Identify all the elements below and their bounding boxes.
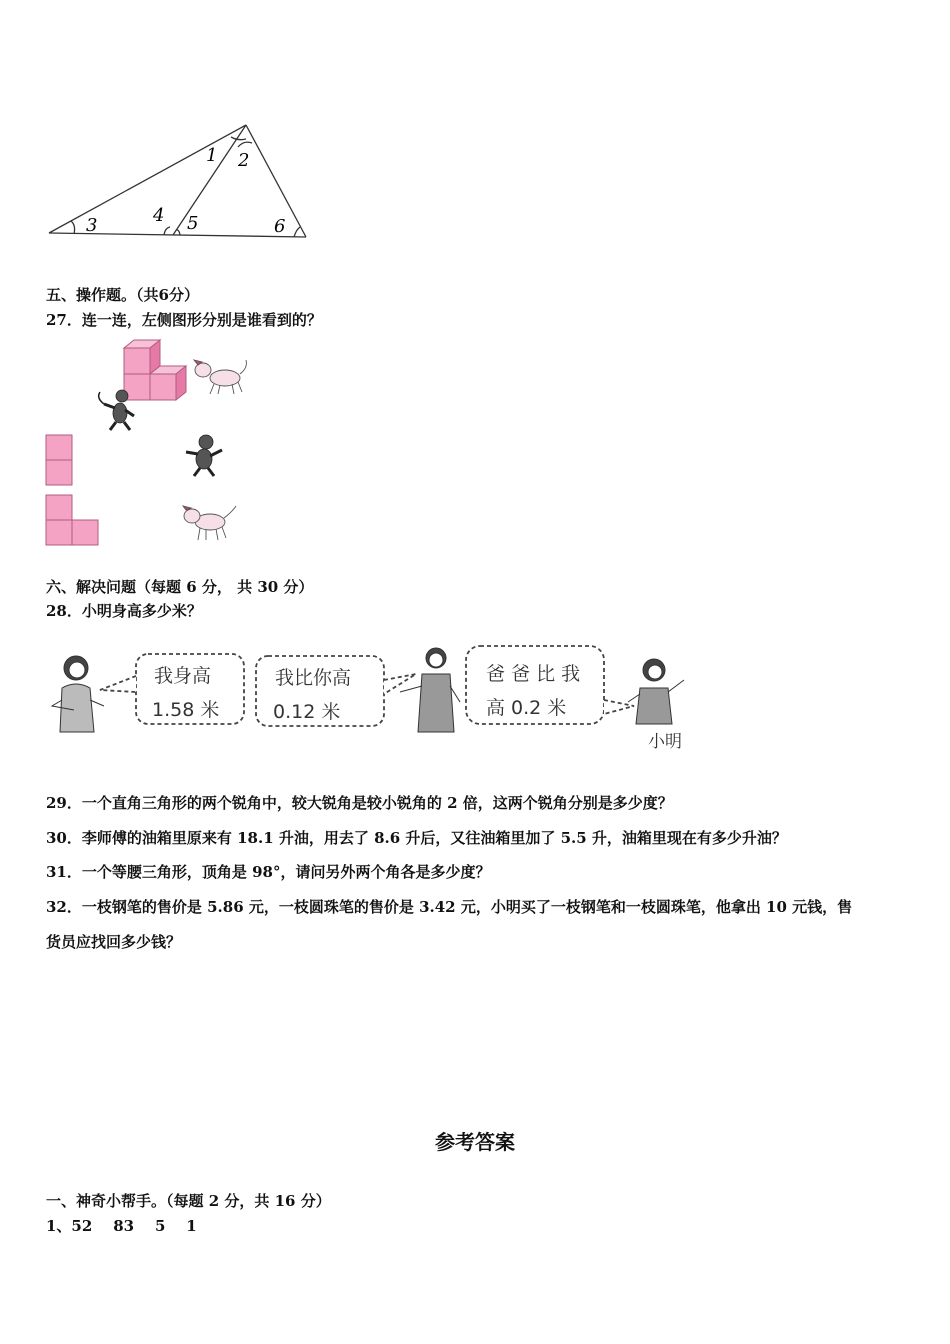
bubble3-line1: 爸 爸 比 我 <box>486 663 581 685</box>
question-29: 29．一个直角三角形的两个锐角中，较大锐角是较小锐角的 2 倍，这两个锐角分别是多少度？ <box>46 794 673 812</box>
cube-stack <box>124 340 186 400</box>
angle-label-2: 2 <box>238 150 250 171</box>
xiaoming-label: 小明 <box>648 732 682 752</box>
answers-title: 参考答案 <box>435 1130 515 1154</box>
cube-scene <box>90 338 260 433</box>
section5-heading: 五、操作题。（共6分） <box>46 286 199 304</box>
answer-1: 1、52 83 5 1 <box>46 1217 197 1235</box>
question-31: 31．一个等腰三角形，顶角是 98°，请问另外两个角各是多少度？ <box>46 863 491 881</box>
dog-icon <box>194 360 246 394</box>
bubble1-line1: 我身高 <box>154 665 212 687</box>
angle-label-3: 3 <box>86 215 98 236</box>
mom-figure <box>52 656 104 732</box>
answers-section1-heading: 一、神奇小帮手。（每题 2 分，共 16 分） <box>46 1192 331 1210</box>
question-27: 27．连一连，左侧图形分别是谁看到的？ <box>46 311 322 329</box>
question-28: 28．小明身高多少米？ <box>46 602 202 620</box>
height-problem-figure <box>44 640 704 752</box>
bubble1-line2: 1.58 米 <box>152 699 220 721</box>
angle-label-5: 5 <box>187 213 199 234</box>
question-30: 30．李师傅的油箱里原来有 18.1 升油，用去了 8.6 升后，又往油箱里加了 5.5 升，油箱里现在有多少升油？ <box>46 829 787 847</box>
triangle-figure <box>40 118 320 248</box>
question-32-line2: 货员应找回多少钱？ <box>46 933 182 951</box>
xiaoming-figure <box>628 659 684 724</box>
bubble3-line2: 高 0.2 米 <box>486 697 567 719</box>
front-view-shape[interactable] <box>44 433 76 489</box>
angle-label-4: 4 <box>153 205 165 226</box>
angle-label-6: 6 <box>274 216 286 237</box>
angle-label-1: 1 <box>206 145 218 166</box>
section6-heading: 六、解决问题（每题 6 分， 共 30 分） <box>46 578 314 596</box>
monkey-match-icon[interactable] <box>180 432 230 480</box>
bubble2-line1: 我比你高 <box>275 667 352 689</box>
dog-match-icon[interactable] <box>180 500 242 546</box>
bubble2-line2: 0.12 米 <box>273 701 341 723</box>
question-32-line1: 32．一枝钢笔的售价是 5.86 元，一枝圆珠笔的售价是 3.42 元，小明买了一枝钢笔和一枝圆珠笔，他拿出 10 元钱，售 <box>46 898 853 916</box>
side-view-shape[interactable] <box>44 493 102 549</box>
dad-figure <box>400 648 460 732</box>
